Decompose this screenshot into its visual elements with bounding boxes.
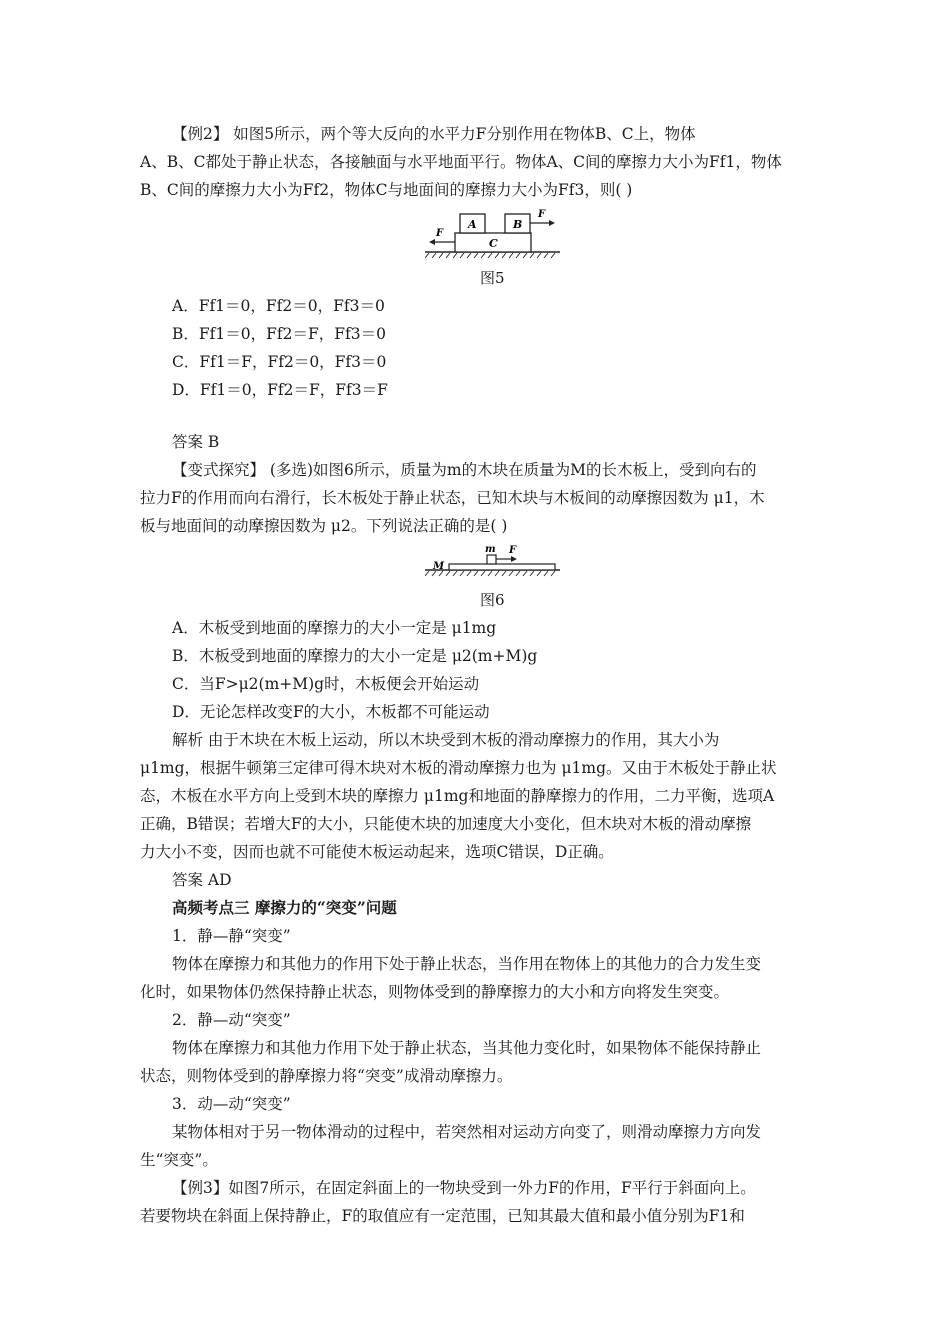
example2-answer: 答案 B [172, 433, 220, 451]
example2-line3: B、C间的摩擦力大小为Ff2，物体C与地面间的摩擦力大小为Ff3，则( ) [140, 181, 633, 199]
variant-line1: 【变式探究】 (多选)如图6所示，质量为m的木块在质量为M的长木板上，受到向右的 [172, 461, 757, 479]
variant-option-d: D．无论怎样改变F的大小，木板都不可能运动 [172, 703, 490, 721]
long-board [449, 564, 555, 570]
ground-hatch [425, 571, 555, 576]
figure-5-diagram [425, 206, 560, 264]
label-c: C [489, 237, 498, 250]
point1-title: 1．静—静“突变” [172, 927, 291, 945]
analysis-line5: 力大小不变，因而也就不可能使木板运动起来，选项C错误，D正确。 [140, 843, 614, 861]
variant-option-a: A．木板受到地面的摩擦力的大小一定是 μ1mg [172, 619, 497, 637]
example2-line2: A、B、C都处于静止状态，各接触面与水平地面平行。物体A、C间的摩擦力大小为Ff1，物体 [140, 153, 782, 171]
small-block [487, 555, 496, 564]
analysis-line4: 正确，B错误；若增大F的大小，只能使木块的加速度大小变化，但木块对木板的滑动摩擦 [140, 815, 752, 833]
example2-option-b: B．Ff1＝0，Ff2＝F，Ff3＝0 [172, 325, 386, 343]
label-force: F [509, 545, 517, 556]
point3-title: 3．动—动“突变” [172, 1095, 291, 1113]
label-force-right: F [538, 209, 546, 220]
point2-line1: 物体在摩擦力和其他力作用下处于静止状态，当其他力变化时，如果物体不能保持静止 [172, 1039, 762, 1057]
variant-line2: 拉力F的作用而向右滑行，长木板处于静止状态，已知木块与木板间的动摩擦因数为 μ1，木 [140, 489, 765, 507]
section-heading: 高频考点三 摩擦力的“突变”问题 [172, 898, 397, 917]
analysis-line2: μ1mg，根据牛顿第三定律可得木块对木板的滑动摩擦力也为 μ1mg。又由于木板处于静止状 [140, 759, 777, 777]
analysis-line1: 解析 由于木块在木板上运动，所以木块受到木板的滑动摩擦力的作用，其大小为 [172, 731, 720, 749]
label-force-left: F [436, 228, 444, 239]
figure-5-caption: 图5 [480, 269, 505, 287]
ground-hatch [425, 253, 555, 258]
point2-line2: 状态，则物体受到的静摩擦力将“突变”成滑动摩擦力。 [140, 1067, 513, 1085]
point2-title: 2．静—动“突变” [172, 1011, 291, 1029]
figure-6-diagram [425, 542, 560, 582]
variant-option-b: B．木板受到地面的摩擦力的大小一定是 μ2(m+M)g [172, 647, 538, 665]
label-block-m: m [485, 544, 496, 555]
example2-option-a: A．Ff1＝0，Ff2＝0，Ff3＝0 [172, 297, 385, 315]
example3-line1: 【例3】如图7所示，在固定斜面上的一物块受到一外力F的作用，F平行于斜面向上。 [172, 1179, 756, 1197]
point1-line2: 化时，如果物体仍然保持静止状态，则物体受到的静摩擦力的大小和方向将发生突变。 [140, 983, 730, 1001]
label-board-m: M [433, 561, 445, 572]
variant-line3: 板与地面间的动摩擦因数为 μ2。下列说法正确的是( ) [140, 517, 508, 535]
label-b: B [513, 218, 523, 231]
example2-option-d: D．Ff1＝0，Ff2＝F，Ff3＝F [172, 381, 388, 399]
point1-line1: 物体在摩擦力和其他力的作用下处于静止状态，当作用在物体上的其他力的合力发生变 [172, 955, 762, 973]
variant-option-c: C．当F>μ2(m+M)g时，木板便会开始运动 [172, 675, 480, 693]
point3-line1: 某物体相对于另一物体滑动的过程中，若突然相对运动方向变了，则滑动摩擦力方向发 [172, 1123, 762, 1141]
example2-line1: 【例2】 如图5所示，两个等大反向的水平力F分别作用在物体B、C上，物体 [172, 125, 696, 143]
label-a: A [468, 218, 477, 231]
point3-line2: 生“突变”。 [140, 1151, 218, 1169]
example2-option-c: C．Ff1＝F，Ff2＝0，Ff3＝0 [172, 353, 387, 371]
figure-6-caption: 图6 [480, 591, 505, 609]
example3-line2: 若要物块在斜面上保持静止，F的取值应有一定范围，已知其最大值和最小值分别为F1和 [140, 1207, 745, 1225]
analysis-line3: 态，木板在水平方向上受到木块的摩擦力 μ1mg和地面的静摩擦力的作用，二力平衡，选项A [140, 787, 775, 805]
variant-answer: 答案 AD [172, 871, 232, 889]
